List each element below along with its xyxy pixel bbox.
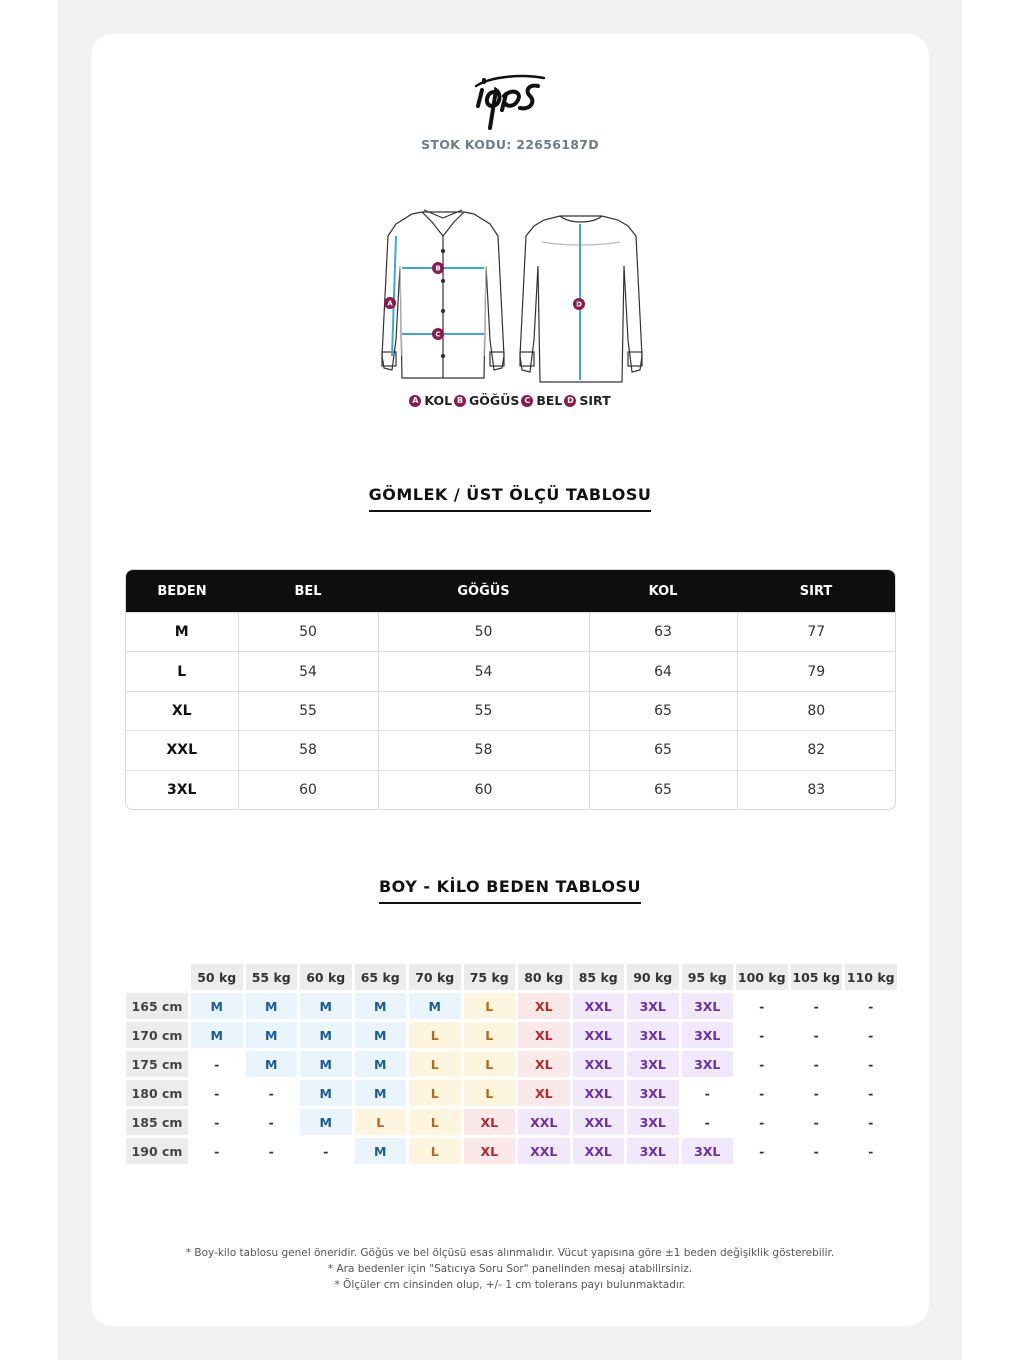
size-cell: -: [845, 1080, 897, 1106]
table-row: [126, 613, 895, 652]
legend-item-sirt: [564, 393, 610, 408]
size-cell: M: [355, 1051, 407, 1077]
weight-header: 105 kg: [791, 964, 843, 990]
height-weight-table: [123, 961, 900, 1167]
table-cell: 77: [737, 613, 895, 652]
size-cell: L: [464, 1022, 516, 1048]
svg-text:B: B: [435, 264, 441, 273]
size-cell: -: [845, 1138, 897, 1164]
legend-marker: D: [564, 395, 576, 407]
column-header: BEDEN: [126, 570, 238, 613]
size-cell: XXL: [573, 1109, 625, 1135]
size-cell: 3XL: [682, 993, 734, 1019]
size-cell: M: [409, 993, 461, 1019]
size-cell: 3XL: [682, 1022, 734, 1048]
size-cell: 3XL: [627, 1051, 679, 1077]
size-cell: -: [845, 1022, 897, 1048]
size-cell: -: [191, 1138, 243, 1164]
size-cell: M: [246, 1051, 298, 1077]
table-cell: 83: [737, 770, 895, 809]
table-cell: 64: [589, 652, 737, 691]
size-cell: XL: [518, 1051, 570, 1077]
size-cell: M: [300, 1109, 352, 1135]
table-cell: 50: [378, 613, 589, 652]
size-cell: L: [409, 1080, 461, 1106]
table-cell: 82: [737, 731, 895, 770]
legend-marker: A: [409, 395, 421, 407]
size-cell: -: [845, 1051, 897, 1077]
size-cell: XXL: [518, 1138, 570, 1164]
column-header: BEL: [238, 570, 378, 613]
weight-header: 80 kg: [518, 964, 570, 990]
footnotes: [0, 1245, 1020, 1293]
weight-header: 70 kg: [409, 964, 461, 990]
table-row: [126, 1022, 897, 1048]
weight-header: 90 kg: [627, 964, 679, 990]
diagram-legend: [0, 391, 1020, 408]
table-row: [126, 1109, 897, 1135]
table-cell: 55: [238, 691, 378, 730]
table-row: [126, 652, 895, 691]
size-cell: M: [246, 1022, 298, 1048]
table-cell: 58: [238, 731, 378, 770]
size-cell: L: [355, 1109, 407, 1135]
column-header: SIRT: [737, 570, 895, 613]
height-label: 170 cm: [126, 1022, 188, 1048]
size-cell: -: [246, 1138, 298, 1164]
table-cell: 55: [378, 691, 589, 730]
size-cell: 3XL: [682, 1051, 734, 1077]
table-row: [126, 1080, 897, 1106]
weight-header: 55 kg: [246, 964, 298, 990]
size-cell: -: [246, 1109, 298, 1135]
shirt-front-icon: [382, 210, 504, 378]
svg-text:D: D: [576, 300, 582, 309]
table-row: [126, 1138, 897, 1164]
size-cell: XXL: [573, 1080, 625, 1106]
size-cell: L: [409, 1109, 461, 1135]
footnote-line: * Ölçüler cm cinsinden olup, +/- 1 cm tolerans payı bulunmaktadır.: [334, 1279, 686, 1291]
table-cell: 54: [238, 652, 378, 691]
size-cell: 3XL: [627, 993, 679, 1019]
legend-label: BEL: [536, 393, 563, 408]
table-cell: 79: [737, 652, 895, 691]
size-cell: -: [736, 1138, 788, 1164]
size-cell: -: [791, 1051, 843, 1077]
size-cell: 3XL: [627, 1109, 679, 1135]
weight-header: 50 kg: [191, 964, 243, 990]
size-cell: -: [845, 993, 897, 1019]
height-label: 165 cm: [126, 993, 188, 1019]
table-cell: 65: [589, 731, 737, 770]
size-cell: M: [300, 993, 352, 1019]
size-cell: -: [736, 1080, 788, 1106]
weight-header: 100 kg: [736, 964, 788, 990]
size-cell: M: [191, 993, 243, 1019]
weight-header: 85 kg: [573, 964, 625, 990]
table-cell: 50: [238, 613, 378, 652]
size-cell: XL: [464, 1138, 516, 1164]
size-cell: 3XL: [627, 1080, 679, 1106]
svg-text:C: C: [435, 330, 441, 339]
size-cell: 3XL: [682, 1138, 734, 1164]
height-weight-table-title: BOY - KİLO BEDEN TABLOSU: [0, 877, 1020, 904]
legend-item-kol: [409, 393, 452, 408]
legend-marker: C: [521, 395, 533, 407]
size-cell: -: [736, 993, 788, 1019]
column-header: KOL: [589, 570, 737, 613]
size-cell: L: [409, 1051, 461, 1077]
size-cell: M: [355, 1080, 407, 1106]
size-cell: -: [736, 1109, 788, 1135]
stock-code: STOK KODU: 22656187D: [421, 137, 599, 152]
size-cell: XXL: [518, 1109, 570, 1135]
size-cell: M: [300, 1080, 352, 1106]
table-row: [126, 691, 895, 730]
size-cell: L: [464, 1080, 516, 1106]
weight-header: 60 kg: [300, 964, 352, 990]
size-label: L: [126, 652, 238, 691]
height-label: 180 cm: [126, 1080, 188, 1106]
size-cell: XXL: [573, 1022, 625, 1048]
size-cell: -: [791, 1138, 843, 1164]
legend-label: SIRT: [579, 393, 611, 408]
size-cell: -: [736, 1051, 788, 1077]
shirt-measurement-diagram: [374, 206, 646, 386]
size-cell: 3XL: [627, 1022, 679, 1048]
shirt-size-table: [125, 569, 896, 810]
size-cell: -: [191, 1109, 243, 1135]
size-cell: M: [300, 1022, 352, 1048]
table-row: [126, 731, 895, 770]
footnote-line: * Boy-kilo tablosu genel öneridir. Göğüs ve bel ölçüsü esas alınmalıdır. Vücut yapısına göre ±1 beden değişiklik gösterebilir.: [185, 1247, 835, 1259]
height-label: 175 cm: [126, 1051, 188, 1077]
size-cell: M: [246, 993, 298, 1019]
legend-item-bel: [521, 393, 562, 408]
weight-header: 95 kg: [682, 964, 734, 990]
size-label: M: [126, 613, 238, 652]
size-cell: M: [355, 993, 407, 1019]
table-row: [126, 993, 897, 1019]
table-cell: 54: [378, 652, 589, 691]
table-cell: 63: [589, 613, 737, 652]
size-cell: -: [191, 1080, 243, 1106]
size-cell: XL: [464, 1109, 516, 1135]
table-cell: 65: [589, 770, 737, 809]
svg-text:A: A: [387, 299, 393, 308]
weight-header: 75 kg: [464, 964, 516, 990]
size-label: XL: [126, 691, 238, 730]
size-cell: -: [246, 1080, 298, 1106]
size-cell: L: [409, 1138, 461, 1164]
legend-item-göğüs: [454, 393, 519, 408]
size-label: XXL: [126, 731, 238, 770]
size-cell: -: [845, 1109, 897, 1135]
weight-header: 65 kg: [355, 964, 407, 990]
legend-label: KOL: [424, 393, 453, 408]
shirt-size-table-title: GÖMLEK / ÜST ÖLÇÜ TABLOSU: [0, 485, 1020, 512]
size-cell: XL: [518, 1022, 570, 1048]
footnote-line: * Ara bedenler için "Satıcıya Soru Sor" panelinden mesaj atabilirsiniz.: [327, 1263, 693, 1275]
size-cell: L: [409, 1022, 461, 1048]
legend-marker: B: [454, 395, 466, 407]
size-cell: -: [300, 1138, 352, 1164]
column-header: GÖĞÜS: [378, 570, 589, 613]
size-cell: XXL: [573, 1051, 625, 1077]
ips-signature-logo: [472, 66, 548, 132]
size-cell: -: [791, 1022, 843, 1048]
size-cell: XXL: [573, 993, 625, 1019]
size-cell: M: [355, 1022, 407, 1048]
size-cell: XXL: [573, 1138, 625, 1164]
table-cell: 60: [238, 770, 378, 809]
table-cell: 80: [737, 691, 895, 730]
size-cell: 3XL: [627, 1138, 679, 1164]
size-cell: XL: [518, 993, 570, 1019]
table-row: [126, 1051, 897, 1077]
size-cell: -: [791, 1080, 843, 1106]
table-cell: 65: [589, 691, 737, 730]
table-corner: [126, 964, 188, 990]
weight-header: 110 kg: [845, 964, 897, 990]
size-cell: -: [736, 1022, 788, 1048]
size-cell: L: [464, 1051, 516, 1077]
size-cell: -: [791, 1109, 843, 1135]
size-cell: M: [191, 1022, 243, 1048]
size-cell: XL: [518, 1080, 570, 1106]
size-cell: M: [300, 1051, 352, 1077]
table-cell: 58: [378, 731, 589, 770]
table-cell: 60: [378, 770, 589, 809]
size-cell: L: [464, 993, 516, 1019]
height-label: 185 cm: [126, 1109, 188, 1135]
size-cell: -: [682, 1080, 734, 1106]
size-cell: -: [682, 1109, 734, 1135]
height-label: 190 cm: [126, 1138, 188, 1164]
size-cell: M: [355, 1138, 407, 1164]
size-label: 3XL: [126, 770, 238, 809]
size-cell: -: [191, 1051, 243, 1077]
table-row: [126, 770, 895, 809]
size-cell: -: [791, 993, 843, 1019]
legend-label: GÖĞÜS: [469, 393, 520, 408]
